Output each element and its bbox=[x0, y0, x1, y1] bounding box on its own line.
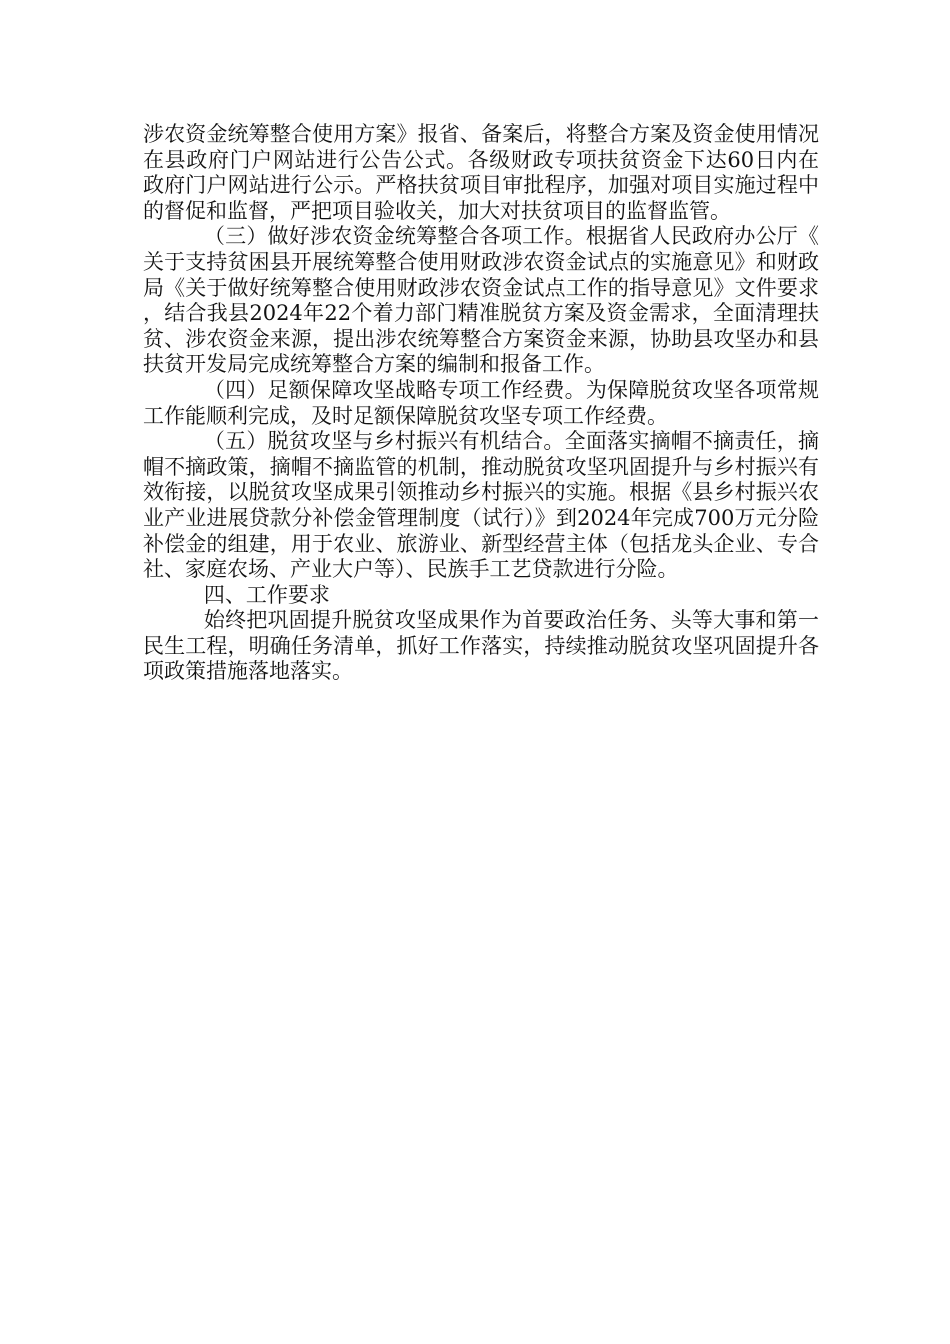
section-heading-work-requirements: 四、工作要求 bbox=[203, 582, 330, 607]
document-body bbox=[143, 122, 819, 685]
paragraph-work-requirements: 始终把巩固提升脱贫攻坚成果作为首要政治任务、头等大事和第一民生工程，明确任务清单，抓好工作落实，持续推动脱贫攻坚巩固提升各项政策措施落地落实。 bbox=[143, 608, 819, 684]
paragraph-continuation: 涉农资金统筹整合使用方案》报省、备案后，将整合方案及资金使用情况在县政府门户网站进行公告公式。各级财政专项扶贫资金下达60日内在政府门户网站进行公示。严格扶贫项目审批程序，加强对项目实施过程中的督促和监督，严把项目验收关，加大对扶贫项目的监督监管。 bbox=[143, 122, 819, 223]
paragraph-section-four: （四）足额保障攻坚战略专项工作经费。为保障脱贫攻坚各项常规工作能顺利完成，及时足额保障脱贫攻坚专项工作经费。 bbox=[143, 377, 819, 428]
paragraph-section-three: （三）做好涉农资金统筹整合各项工作。根据省人民政府办公厅《关于支持贫困县开展统筹整合使用财政涉农资金试点的实施意见》和财政局《关于做好统筹整合使用财政涉农资金试点工作的指导意见》文件要求，结合我县2024年22个着力部门精准脱贫方案及资金需求，全面清理扶贫、涉农资金来源，提出涉农统筹整合方案资金来源，协助县攻坚办和县扶贫开发局完成统筹整合方案的编制和报备工作。 bbox=[143, 224, 819, 377]
paragraph-section-five: （五）脱贫攻坚与乡村振兴有机结合。全面落实摘帽不摘责任，摘帽不摘政策，摘帽不摘监管的机制，推动脱贫攻坚巩固提升与乡村振兴有效衔接，以脱贫攻坚成果引领推动乡村振兴的实施。根据《县乡村振兴农业产业进展贷款分补偿金管理制度（试行）》到2024年完成700万元分险补偿金的组建，用于农业、旅游业、新型经营主体（包括龙头企业、专合社、家庭农场、产业大户等）、民族手工艺贷款进行分险。 bbox=[143, 429, 819, 582]
